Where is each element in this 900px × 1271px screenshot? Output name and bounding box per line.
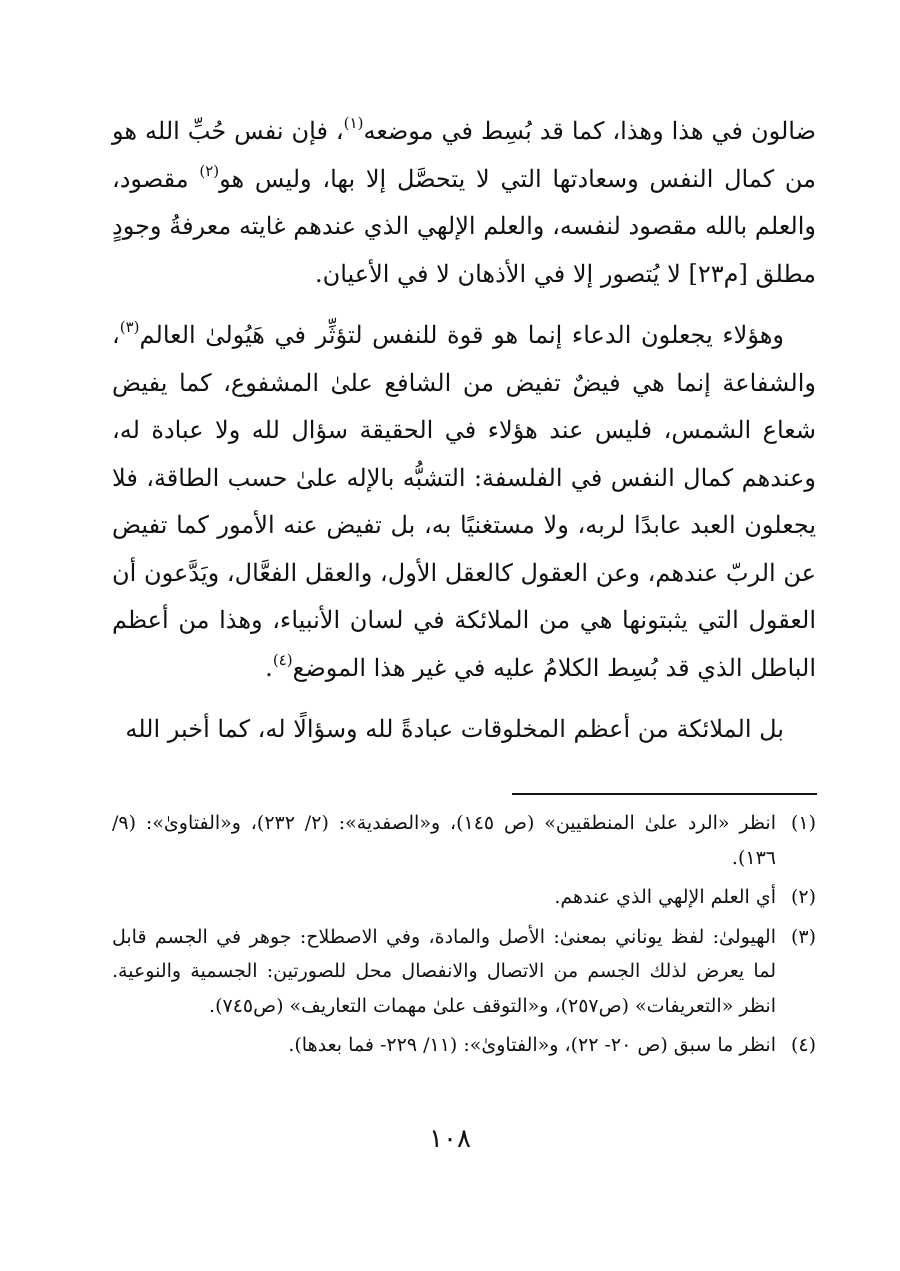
footnote-ref-3[interactable]: (٣) <box>119 318 140 336</box>
footnote-ref-2[interactable]: (٢) <box>199 161 220 180</box>
footnote-2 <box>112 880 816 915</box>
footnote-number: (١) <box>790 812 816 834</box>
footnote-ref-4[interactable]: (٤) <box>272 650 293 669</box>
footnote-number: (٤) <box>790 1034 816 1056</box>
footnote-text: انظر «الرد علىٰ المنطقيين» (ص ١٤٥)، و«الصفدية»: (٢/ ٢٣٢)، و«الفتاوىٰ»: (٩/ ١٣٦). <box>112 812 776 869</box>
footnote-separator <box>512 793 817 795</box>
text-run: مقصود، والعلم بالله مقصود لنفسه، والعلم الإلهي الذي عندهم غايته معرفةُ وجودٍ مطلق [م٢٣] لا يُتصور إلا في الأذهان لا في الأعيان. <box>112 164 816 288</box>
footnote-ref-1[interactable]: (١) <box>343 114 364 132</box>
page-number: ١٠٨ <box>429 1124 471 1154</box>
paragraph-1 <box>112 108 816 298</box>
main-text <box>112 108 816 768</box>
footnote-3 <box>112 920 816 1024</box>
text-run: ضالون في هذا وهذا، كما قد بُسِط في موضعه <box>363 117 816 145</box>
paragraph-3 <box>112 706 816 754</box>
footnote-1 <box>112 806 816 875</box>
footnote-number: (٣) <box>790 925 816 948</box>
text-run: ، والشفاعة إنما هي فيضٌ تفيض من الشافع علىٰ المشفوع، كما يفيض شعاع الشمس، فليس عند هؤلاء في الحقيقة سؤال لله ولا عبادة له، وعندهم كمال النفس في الفلسفة: التشبُّه بالإله علىٰ حسب الطاقة، فلا يجعلون العبد عابدًا لربه، ولا مستغنيًا به، بل تفيض عنه الأمور كما تفيض عن الربّ عندهم، وعن العقول كالعقل الأول، والعقل الفعَّال، ويَدَّعون أن العقول التي يثبتونها هي من الملائكة في لسان الأنبياء، وهذا من أعظم الباطل الذي قد بُسِط الكلامُ عليه في غير هذا الموضع <box>112 321 816 682</box>
footnote-text: انظر ما سبق (ص ٢٠- ٢٢)، و«الفتاوىٰ»: (١١/ ٢٢٩- فما بعدها). <box>288 1034 776 1056</box>
text-run: بل الملائكة من أعظم المخلوقات عبادةً لله وسؤالًا له، كما أخبر الله <box>125 715 784 743</box>
footnote-text: أي العلم الإلهي الذي عندهم. <box>554 886 776 908</box>
text-run: ، فإن نفس حُبِّ الله هو من كمال النفس وسعادتها التي لا يتحصَّل إلا بها، وليس هو <box>112 117 816 193</box>
footnotes <box>112 806 816 1068</box>
footnote-text: الهيولىٰ: لفظ يوناني بمعنىٰ: الأصل والمادة، وفي الاصطلاح: جوهر في الجسم قابل لما يعرض لذلك الجسم من الاتصال والانفصال محل للصورتين: الجسمية والنوعية. انظر «التعريفات» (ص٢٥٧)، و«التوقف علىٰ مهمات التعاريف» (ص٧٤٥). <box>112 925 776 1017</box>
footnote-4 <box>112 1028 816 1063</box>
text-run: . <box>265 653 273 682</box>
text-run: وهؤلاء يجعلون الدعاء إنما هو قوة للنفس لتؤثِّر في هَيُولىٰ العالم <box>139 321 784 349</box>
footnote-number: (٢) <box>790 886 816 908</box>
paragraph-2 <box>112 312 816 692</box>
